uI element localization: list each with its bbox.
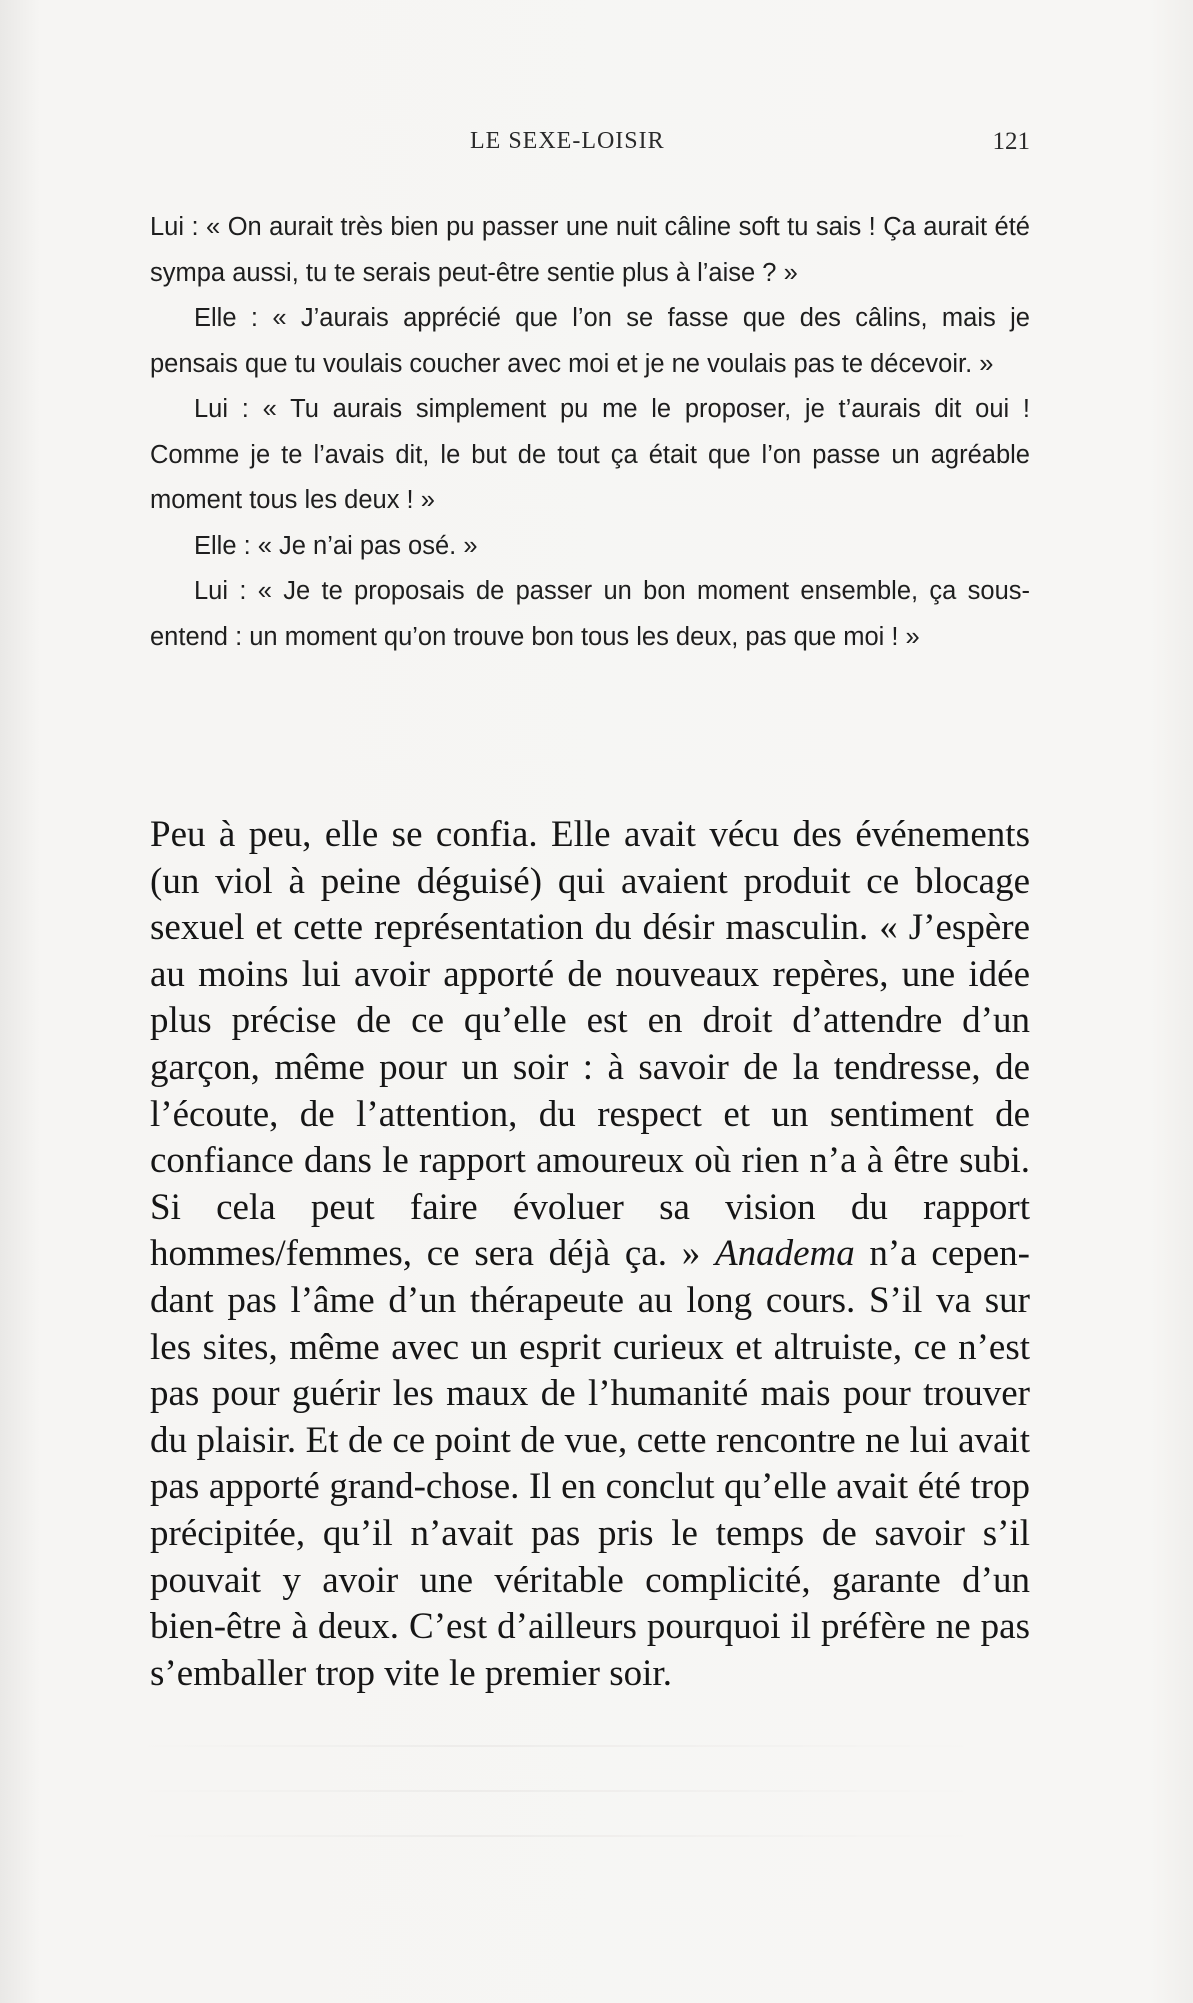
text-run: Peu à peu, elle se confia. Elle avait vécu des événements (un viol à peine déguisé) qui avaient produit ce blocage sexuel et cette représentation du désir masculin. « J’espère au moins lui avoir apporté de nouveaux repères, une idée plus précise de ce qu’elle est en droit d’attendre d’un garçon, même pour un soir : à savoir de la tendresse, de l’écoute, de l’attention, du respect et un sentiment de confiance dans le rapport amoureux où rien n’a à être subi. Si cela peut faire évoluer sa vision du rapport hommes/femmes, ce sera déjà ça. » [150,814,1030,1275]
body-paragraph [150,812,1030,1697]
dialogue-line: Lui : « Je te proposais de passer un bon moment ensemble, ça sous-entend : un moment qu’on trouve bon tous les deux, pas que moi ! » [150,577,1030,651]
dialogue-line: Lui : « On aurait très bien pu passer une nuit câline soft tu sais ! Ça aurait été sympa aussi, tu te serais peut-être sentie plus à l’aise ? » [150,213,1030,287]
show-through-line [130,1790,990,1792]
dialogue-line: Lui : « Tu aurais simplement pu me le proposer, je t’aurais dit oui ! Comme je te l’avais dit, le but de tout ça était que l’on passe un agréable moment tous les deux ! » [150,395,1030,514]
page-header [150,128,1030,168]
show-through-line [130,1835,990,1837]
dialogue-line: Elle : « Je n’ai pas osé. » [194,531,478,560]
dialogue-excerpt [150,205,1030,660]
page-number: 121 [992,128,1030,155]
show-through-line [130,1745,990,1747]
text-run: n’a cependant pas l’âme d’un thérapeute au long cours. S’il va sur les sites, même avec un esprit curieux et altruiste, ce n’est pas pour guérir les maux de l’humanité mais pour trouver du plaisir. Et de ce point de vue, cette rencontre ne lui avait pas apporté grand-chose. Il en conclut qu’elle avait été trop précipitée, qu’il n’avait pas pris le temps de savoir s’il pouvait y avoir une véritable complicité, garante d’un bien-être à deux. C’est d’ailleurs pourquoi il préfère ne pas s’emballer trop vite le premier soir. [150,1233,1030,1694]
paragraph-text [150,812,1030,1697]
italic-name: Anadema [714,1233,855,1275]
dialogue-line: Elle : « J’aurais apprécié que l’on se fasse que des câlins, mais je pensais que tu voulais coucher avec moi et je ne voulais pas te décevoir. » [150,304,1030,378]
running-head: LE SEXE-LOISIR [470,128,665,154]
